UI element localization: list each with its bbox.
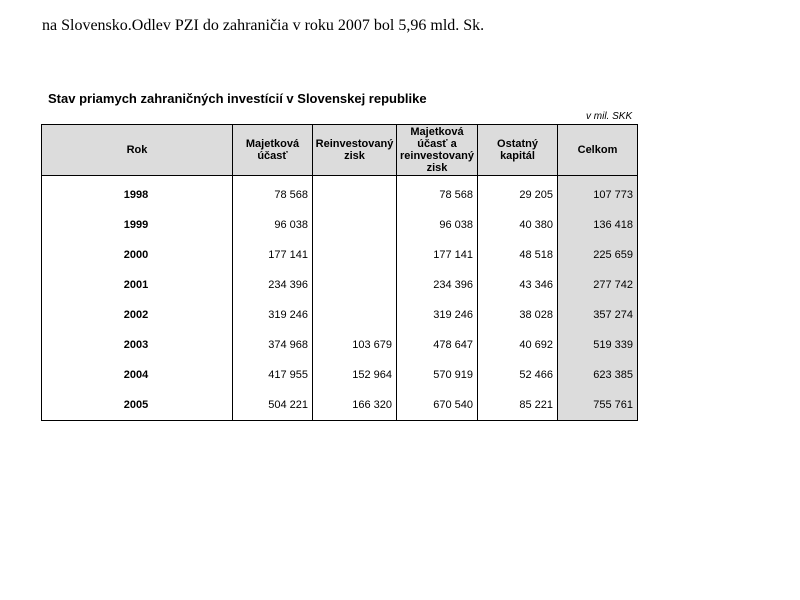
cell-year: 2003: [42, 330, 233, 360]
cell-ucast-a-zisk: 478 647: [397, 330, 478, 360]
cell-ostatny-kapital: 29 205: [478, 176, 558, 211]
table-row: [42, 270, 638, 300]
cell-majetkova-ucast: 177 141: [233, 240, 313, 270]
cell-ostatny-kapital: 43 346: [478, 270, 558, 300]
header-reinvestovany-zisk: Reinvestovaný zisk: [313, 125, 397, 176]
cell-reinvestovany-zisk: 152 964: [313, 360, 397, 390]
cell-ostatny-kapital: 48 518: [478, 240, 558, 270]
intro-text: na Slovensko.Odlev PZI do zahraničia v roku 2007 bol 5,96 mld. Sk.: [42, 17, 485, 34]
cell-ucast-a-zisk: 234 396: [397, 270, 478, 300]
cell-majetkova-ucast: 78 568: [233, 176, 313, 211]
table-row: [42, 390, 638, 421]
cell-reinvestovany-zisk: [313, 270, 397, 300]
cell-reinvestovany-zisk: [313, 176, 397, 211]
cell-reinvestovany-zisk: 166 320: [313, 390, 397, 421]
cell-celkom: 107 773: [558, 176, 638, 211]
cell-celkom: 225 659: [558, 240, 638, 270]
header-majetkova-ucast: Majetková účasť: [233, 125, 313, 176]
header-ucast-a-zisk: Majetková účasť a reinvestovaný zisk: [397, 125, 478, 176]
cell-year: 1999: [42, 210, 233, 240]
cell-celkom: 277 742: [558, 270, 638, 300]
cell-ostatny-kapital: 52 466: [478, 360, 558, 390]
unit-label: v mil. SKK: [586, 111, 633, 122]
table-row: [42, 240, 638, 270]
cell-majetkova-ucast: 319 246: [233, 300, 313, 330]
cell-ucast-a-zisk: 78 568: [397, 176, 478, 211]
cell-majetkova-ucast: 504 221: [233, 390, 313, 421]
cell-celkom: 519 339: [558, 330, 638, 360]
header-ostatny-kapital: Ostatný kapitál: [478, 125, 558, 176]
cell-ucast-a-zisk: 96 038: [397, 210, 478, 240]
cell-majetkova-ucast: 234 396: [233, 270, 313, 300]
table-title: Stav priamych zahraničných investícií v Slovenskej republike: [48, 91, 427, 106]
cell-ucast-a-zisk: 670 540: [397, 390, 478, 421]
table-row: [42, 330, 638, 360]
cell-ucast-a-zisk: 177 141: [397, 240, 478, 270]
cell-reinvestovany-zisk: [313, 210, 397, 240]
cell-reinvestovany-zisk: 103 679: [313, 330, 397, 360]
table-row: [42, 300, 638, 330]
cell-celkom: 755 761: [558, 390, 638, 421]
cell-year: 2000: [42, 240, 233, 270]
cell-ostatny-kapital: 40 380: [478, 210, 558, 240]
header-celkom: Celkom: [558, 125, 638, 176]
cell-majetkova-ucast: 417 955: [233, 360, 313, 390]
cell-majetkova-ucast: 96 038: [233, 210, 313, 240]
table-row: [42, 176, 638, 211]
cell-year: 1998: [42, 176, 233, 211]
table-row: [42, 210, 638, 240]
cell-ucast-a-zisk: 570 919: [397, 360, 478, 390]
cell-ucast-a-zisk: 319 246: [397, 300, 478, 330]
cell-ostatny-kapital: 40 692: [478, 330, 558, 360]
cell-celkom: 357 274: [558, 300, 638, 330]
header-rok: Rok: [42, 125, 233, 176]
cell-year: 2001: [42, 270, 233, 300]
cell-year: 2002: [42, 300, 233, 330]
cell-celkom: 623 385: [558, 360, 638, 390]
cell-majetkova-ucast: 374 968: [233, 330, 313, 360]
cell-ostatny-kapital: 85 221: [478, 390, 558, 421]
table-row: [42, 360, 638, 390]
cell-ostatny-kapital: 38 028: [478, 300, 558, 330]
cell-reinvestovany-zisk: [313, 240, 397, 270]
cell-reinvestovany-zisk: [313, 300, 397, 330]
fdi-table: [41, 124, 638, 421]
table-header-row: [42, 125, 638, 176]
cell-year: 2005: [42, 390, 233, 421]
cell-celkom: 136 418: [558, 210, 638, 240]
cell-year: 2004: [42, 360, 233, 390]
